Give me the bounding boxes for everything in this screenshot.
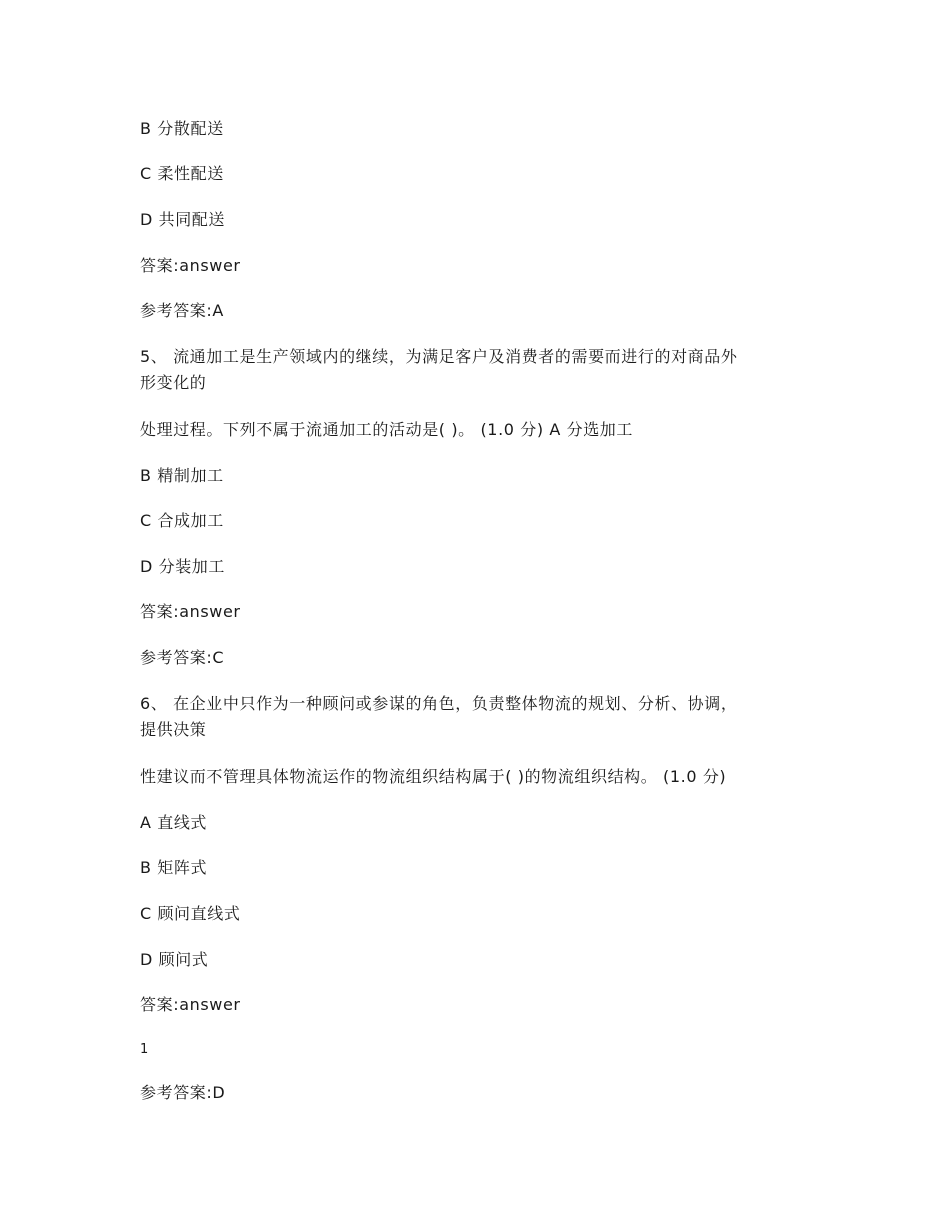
answer-q4: 答案:answer [140, 256, 241, 275]
question-5-line-3: 处理过程。下列不属于流通加工的活动是( )。 (1.0 分) A 分选加工 [140, 420, 633, 439]
option-b-q6: B 矩阵式 [140, 858, 208, 877]
option-d-q6: D 顾问式 [140, 950, 209, 969]
question-5-line-2: 形变化的 [140, 373, 207, 392]
option-c-q5: C 合成加工 [140, 511, 224, 530]
page-number: 1 [140, 1042, 149, 1057]
option-c-q4: C 柔性配送 [140, 164, 224, 183]
answer-q6: 答案:answer [140, 995, 241, 1014]
answer-q5: 答案:answer [140, 602, 241, 621]
option-c-q6: C 顾问直线式 [140, 904, 241, 923]
option-a-q6: A 直线式 [140, 813, 208, 832]
option-b-q4: B 分散配送 [140, 119, 224, 138]
question-5-line-1: 5、 流通加工是生产领域内的继续，为满足客户及消费者的需要而进行的对商品外 [140, 347, 738, 366]
question-6-line-2: 提供决策 [140, 720, 207, 739]
reference-answer-q4: 参考答案:A [140, 301, 224, 320]
option-d-q5: D 分装加工 [140, 557, 226, 576]
option-d-q4: D 共同配送 [140, 210, 226, 229]
reference-answer-q5: 参考答案:C [140, 648, 225, 667]
question-6-line-3: 性建议而不管理具体物流运作的物流组织结构属于( )的物流组织结构。 (1.0 分) [140, 767, 727, 786]
reference-answer-q6: 参考答案:D [140, 1083, 226, 1102]
option-b-q5: B 精制加工 [140, 466, 224, 485]
question-6-line-1: 6、 在企业中只作为一种顾问或参谋的角色，负责整体物流的规划、分析、协调， [140, 694, 738, 713]
